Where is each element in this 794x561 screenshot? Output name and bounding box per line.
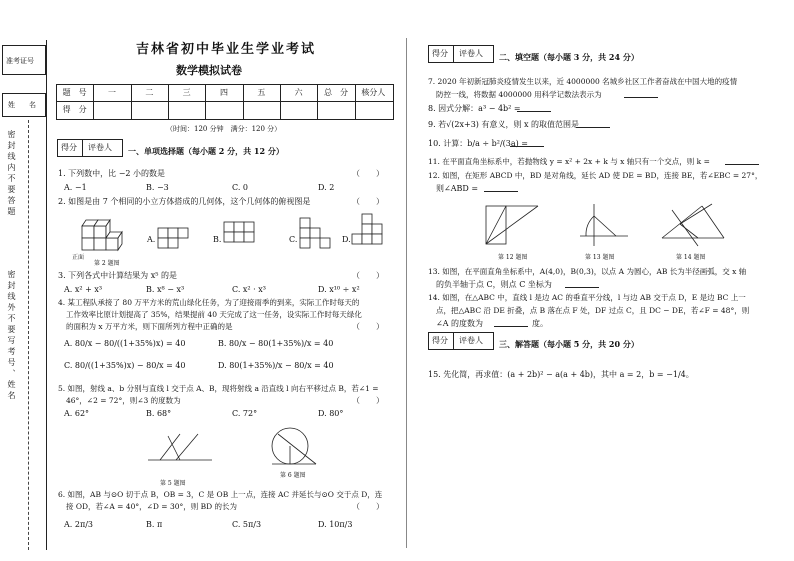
grader-name-label: 评卷人	[88, 143, 112, 152]
q5-figure	[148, 434, 212, 460]
q14-line1: 14. 如图，在△ABC 中，直线 l 是边 AC 的垂直平分线，l 与边 AB 交于点 D，E 是边 BC 上一	[428, 293, 746, 302]
q3-option-d: D. x¹⁰ ÷ x²	[318, 285, 360, 294]
q6-option-d: D. 10π/3	[318, 520, 353, 529]
q6-answer-paren: （ ）	[352, 502, 384, 511]
seal-line-text-1: 密封线内不要答题	[7, 130, 16, 218]
q1-stem: 1. 下列数中，比 −2 小的数是	[58, 169, 166, 178]
q5-answer-paren: （ ）	[352, 396, 384, 405]
q2-option-c-shape	[300, 218, 330, 248]
q7-line2: 防控一线，将数据 4000000 用科学记数法表示为	[436, 90, 602, 99]
q12-line2: 则∠ABD =	[436, 184, 479, 193]
q2-cube-stack	[82, 220, 122, 250]
grader-divider	[453, 332, 454, 349]
q6-option-b: B. π	[146, 520, 163, 529]
q10-answer-blank[interactable]	[510, 138, 544, 147]
q12-q14-figures	[476, 200, 758, 250]
score-table-header-cell: 总 分	[323, 88, 348, 97]
section1-title: 一、单项选择题（每小题 2 分，共 12 分）	[128, 146, 284, 156]
q2-option-a-shape	[158, 228, 188, 248]
seal-line-2	[46, 40, 47, 550]
score-table-header-cell: 六	[294, 88, 303, 97]
q13-line1: 13. 如图，在平面直角坐标系中，A(4,0)，B(0,3)，以点 A 为圆心，AB 长为半径画弧，交 x 轴	[428, 267, 747, 276]
q2-stem: 2. 如图是由 7 个相同的小立方体搭成的几何体，这个几何体的俯视图是	[58, 197, 311, 206]
grader-name-label: 评卷人	[459, 336, 483, 345]
q13-figure	[580, 204, 628, 246]
q13-figure-caption: 第 13 题图	[585, 254, 615, 261]
q2-figure-caption: 第 2 题图	[94, 260, 120, 267]
seal-line	[28, 120, 29, 550]
grader-score-label: 得分	[61, 143, 77, 152]
q13-answer-blank[interactable]	[565, 279, 599, 288]
q2-option-a-label: A.	[147, 235, 156, 244]
q14-unit: 度。	[532, 319, 548, 328]
grader-score-label: 得分	[432, 336, 448, 345]
score-table-divider	[355, 84, 356, 119]
grader-score-label: 得分	[432, 49, 448, 58]
score-table-divider	[317, 84, 318, 119]
q14-answer-blank[interactable]	[494, 318, 528, 327]
q3-stem: 3. 下列各式中计算结果为 x⁵ 的是	[58, 271, 177, 280]
section2-title: 二、填空题（每小题 3 分，共 24 分）	[499, 52, 639, 62]
q1-option-c: C. 0	[232, 183, 249, 192]
q8-text: 8. 因式分解：a³ − 4b² =	[428, 104, 521, 113]
name-label: 姓名	[8, 101, 50, 109]
exam-subtitle: 数学模拟试卷	[176, 64, 242, 77]
score-table-divider	[243, 84, 244, 119]
q6-option-a: A. 2π/3	[64, 520, 93, 529]
q14-line2: 点，把△ABC 沿 DE 折叠，点 B 落在点 F 处，DF 过点 C，且 DC − DE，若∠F = 48°，则	[436, 306, 750, 315]
q5-line2: 46°，∠2 = 72°，则∠3 的度数为	[66, 396, 181, 405]
score-table-divider	[168, 84, 169, 119]
q2-answer-paren: （ ）	[352, 197, 384, 206]
score-table-divider	[280, 84, 281, 119]
q2-option-b-label: B.	[213, 235, 222, 244]
q15-text: 15. 先化简，再求值：(a + 2b)² − a(a + 4b)，其中 a = 2，b = −1/4。	[428, 370, 694, 379]
q12-answer-blank[interactable]	[484, 183, 518, 192]
q4-line2: 工作效率比原计划提高了 35%，结果提前 40 天完成了这一任务，设实际工作时每天绿化	[66, 310, 362, 319]
q5-figure-caption: 第 5 题图	[160, 480, 186, 487]
q4-line1: 4. 某工程队承接了 80 万平方米的荒山绿化任务，为了迎接雨季的到来，实际工作时每天的	[58, 298, 360, 307]
q12-figure	[486, 206, 538, 244]
q3-answer-paren: （ ）	[352, 271, 384, 280]
score-table-divider	[205, 84, 206, 119]
section3-title: 三、解答题（每小题 5 分，共 20 分）	[499, 339, 639, 349]
q4-option-b: B. 80/x − 80(1+35%)/x = 40	[218, 339, 334, 348]
q12-figure-caption: 第 12 题图	[498, 254, 528, 261]
q14-line3: ∠A 的度数为	[436, 319, 484, 328]
admission-number-label: 准考证号	[6, 57, 34, 65]
q2-option-b-shape	[224, 222, 254, 242]
q10-text: 10. 计算：b/a ÷ b²/(3a) =	[428, 139, 529, 148]
q3-option-c: C. x² · x³	[232, 285, 266, 294]
q4-answer-paren: （ ）	[352, 322, 384, 331]
q2-option-d-shape	[352, 214, 382, 244]
q11-answer-blank[interactable]	[725, 156, 759, 165]
q6-figure	[272, 428, 316, 464]
q7-answer-blank[interactable]	[624, 89, 658, 98]
score-table-header-cell: 三	[182, 88, 191, 97]
q6-line1: 6. 如图，AB 与⊙O 切于点 B，OB = 3，C 是 OB 上一点，连接 AC 并延长与⊙O 交于点 D，连	[58, 490, 383, 499]
q1-option-a: A. −1	[64, 183, 87, 192]
q1-answer-paren: （ ）	[352, 169, 384, 178]
q5-line1: 5. 如图，射线 a、b 分别与直线 l 交于点 A、B，现将射线 a 沿直线 l 向右平移过点 B，若∠1 =	[58, 384, 379, 393]
q14-figure-caption: 第 14 题图	[676, 254, 706, 261]
q3-option-b: B. x⁸ − x³	[146, 285, 185, 294]
q2-option-c-label: C.	[289, 235, 298, 244]
score-table-header-cell: 题 号	[62, 88, 87, 97]
q6-option-c: C. 5π/3	[232, 520, 262, 529]
q6-line2: 接 OD，若∠A = 40°，∠D = 30°，则 BD 的长为	[66, 502, 238, 511]
score-table-row-label: 得 分	[62, 105, 87, 114]
grader-divider	[82, 139, 83, 156]
score-table-header-cell: 一	[107, 88, 116, 97]
q1-option-d: D. 2	[318, 183, 335, 192]
seal-line-text-2: 密封线外不要写考号、姓名	[7, 270, 16, 402]
score-table-header-cell: 二	[145, 88, 154, 97]
q7-line1: 7. 2020 年初新冠肺炎疫情发生以来，近 4000000 名城乡社区工作者奋战在中国大地的疫情	[428, 77, 738, 86]
q4-line3: 的面积为 x 万平方米，则下面所列方程中正确的是	[66, 322, 233, 331]
q4-option-c: C. 80/((1+35%)x) − 80/x = 40	[64, 361, 186, 370]
q5-option-a: A. 62°	[64, 409, 90, 418]
q8-answer-blank[interactable]	[517, 103, 551, 112]
score-table-header-cell: 五	[257, 88, 266, 97]
score-table-header-cell: 四	[219, 88, 228, 97]
q9-answer-blank[interactable]	[576, 119, 610, 128]
q5-option-d: D. 80°	[318, 409, 344, 418]
q11-text: 11. 在平面直角坐标系中，若抛物线 y = x² + 2x + k 与 x 轴只有一个交点，则 k =	[428, 157, 710, 166]
grader-name-label: 评卷人	[459, 49, 483, 58]
q12-line1: 12. 如图，在矩形 ABCD 中，BD 是对角线，延长 AD 使 DE = BD，连接 BE，若∠EBC = 27°，	[428, 171, 763, 180]
q2-option-d-label: D.	[342, 235, 351, 244]
q5-q6-figures	[140, 420, 340, 478]
exam-title: 吉林省初中毕业生学业考试	[136, 42, 317, 57]
q13-line2: 的负半轴于点 C，则点 C 坐标为	[436, 280, 552, 289]
q5-option-b: B. 68°	[146, 409, 172, 418]
score-table-divider	[131, 84, 132, 119]
q1-option-b: B. −3	[146, 183, 169, 192]
score-table-divider	[93, 84, 94, 119]
q9-text: 9. 若√(2x+3) 有意义，则 x 的取值范围是	[428, 120, 580, 129]
time-note: （时间：120 分钟 满分：120 分）	[166, 125, 282, 133]
q4-option-a: A. 80/x − 80/((1+35%)x) = 40	[64, 339, 186, 348]
grader-divider	[453, 45, 454, 62]
score-table-rule	[56, 101, 393, 102]
q3-option-a: A. x² + x³	[64, 285, 103, 294]
q14-figure	[662, 204, 724, 246]
q4-option-d: D. 80(1+35%)/x − 80/x = 40	[218, 361, 334, 370]
column-divider	[406, 38, 407, 548]
score-table-header-cell: 核分人	[361, 88, 386, 97]
q5-option-c: C. 72°	[232, 409, 258, 418]
q6-figure-caption: 第 6 题图	[280, 472, 306, 479]
q2-front-label: 正面	[72, 254, 85, 261]
